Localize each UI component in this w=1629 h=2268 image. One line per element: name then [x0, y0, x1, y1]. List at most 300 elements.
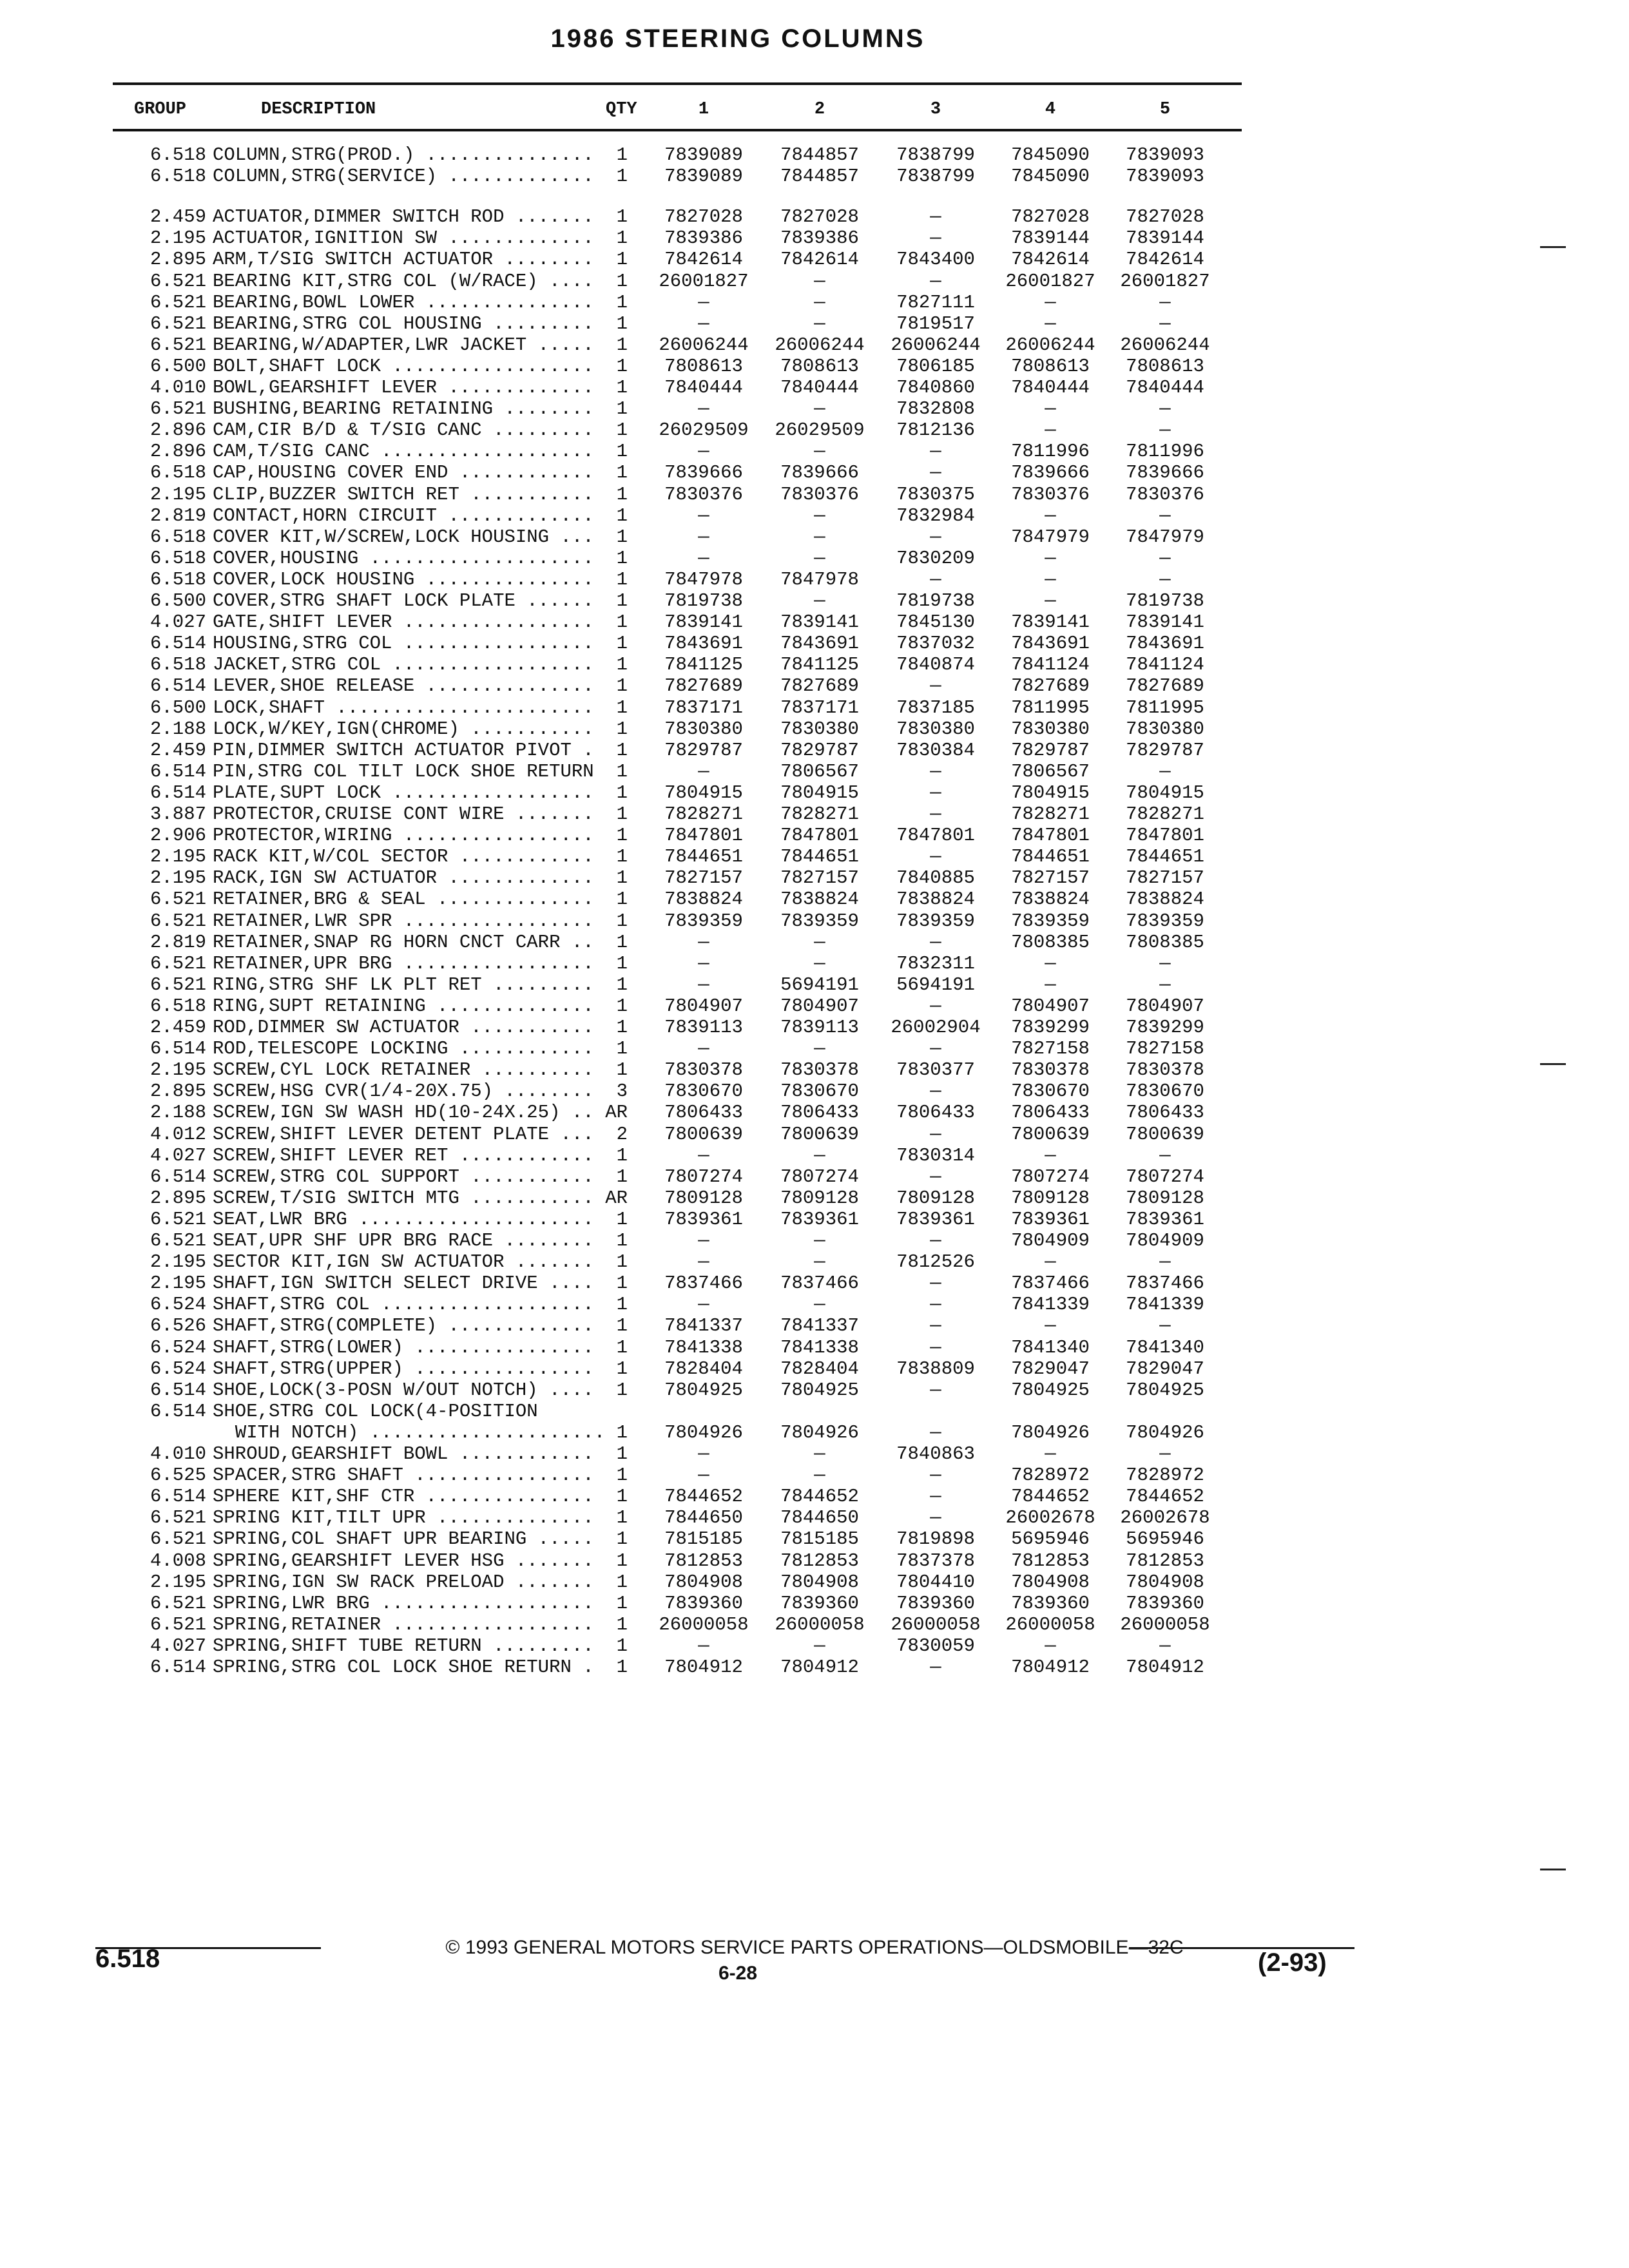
part-number-col-1: — — [698, 760, 709, 782]
table-row — [0, 1230, 1289, 1251]
group-cell: 6.514 — [149, 1657, 206, 1678]
part-number-col-1: 7828404 — [664, 1358, 743, 1379]
part-number-col-2: — — [814, 952, 825, 974]
table-row — [0, 313, 1289, 334]
part-number-col-5: 7811995 — [1126, 697, 1204, 718]
table-row — [0, 1550, 1289, 1571]
part-number-col-4: — — [1045, 1443, 1056, 1465]
part-number-col-4: 26000058 — [1005, 1613, 1095, 1635]
qty-cell: 1 — [616, 611, 628, 633]
description-cell: LOCK,W/KEY,IGN(CHROME) ........... — [213, 718, 594, 740]
group-cell: 6.524 — [149, 1358, 206, 1379]
table-row — [0, 377, 1289, 398]
part-number-col-5: 7828271 — [1126, 803, 1204, 825]
part-number-col-5: 7804915 — [1126, 782, 1204, 803]
qty-cell: 1 — [616, 483, 628, 505]
part-number-col-5: — — [1159, 312, 1171, 334]
part-number-col-2: 7804908 — [780, 1571, 859, 1593]
part-number-col-1: 7838824 — [664, 889, 743, 910]
description-cell: SCREW,T/SIG SWITCH MTG ........... — [213, 1187, 594, 1209]
description-cell: SPRING,STRG COL LOCK SHOE RETURN . — [213, 1657, 594, 1678]
qty-cell: 1 — [616, 1336, 628, 1358]
group-cell: 6.521 — [149, 1230, 206, 1251]
part-number-col-2: 7827689 — [780, 675, 859, 697]
table-row — [0, 569, 1289, 590]
group-cell: 6.524 — [149, 1294, 206, 1316]
description-cell: SEAT,LWR BRG ..................... — [213, 1208, 594, 1230]
part-number-col-1: 7804908 — [664, 1571, 743, 1593]
table-row — [0, 144, 1289, 166]
part-number-col-4: 7828271 — [1011, 803, 1090, 825]
qty-cell: 1 — [616, 952, 628, 974]
group-cell: 6.514 — [149, 675, 206, 697]
qty-cell: 1 — [616, 995, 628, 1017]
table-row — [0, 867, 1289, 889]
description-cell: COVER,STRG SHAFT LOCK PLATE ...... — [213, 590, 594, 611]
group-cell: 6.514 — [149, 1486, 206, 1508]
part-number-col-1: — — [698, 398, 709, 420]
table-row — [0, 1379, 1289, 1401]
part-number-col-4: — — [1045, 291, 1056, 313]
part-number-col-2: 7827157 — [780, 867, 859, 889]
part-number-col-5: 7839360 — [1126, 1592, 1204, 1614]
part-number-col-5: 26000058 — [1120, 1613, 1210, 1635]
header-col-5: 5 — [1159, 100, 1171, 119]
part-number-col-3: — — [930, 1166, 941, 1187]
qty-cell: 1 — [616, 377, 628, 398]
group-cell: 6.521 — [149, 952, 206, 974]
table-row — [0, 697, 1289, 718]
part-number-col-4: 26001827 — [1005, 270, 1095, 292]
part-number-col-2: 7847801 — [780, 825, 859, 847]
group-cell: 4.010 — [149, 377, 206, 398]
qty-cell: 1 — [616, 867, 628, 889]
group-cell: 4.027 — [149, 1144, 206, 1166]
part-number-col-5: 7841124 — [1126, 654, 1204, 676]
part-number-col-2: 7841338 — [780, 1336, 859, 1358]
description-cell: SECTOR KIT,IGN SW ACTUATOR ....... — [213, 1251, 594, 1273]
group-cell: 2.895 — [149, 1081, 206, 1102]
part-number-col-3: 7830375 — [896, 483, 975, 505]
part-number-col-3: 7830314 — [896, 1144, 975, 1166]
description-cell: SHAFT,STRG(UPPER) ................ — [213, 1358, 594, 1379]
description-cell: RETAINER,LWR SPR ................. — [213, 910, 594, 932]
part-number-col-1: — — [698, 1635, 709, 1657]
qty-cell: 1 — [616, 1613, 628, 1635]
part-number-col-1: — — [698, 1251, 709, 1273]
part-number-col-5: 7830376 — [1126, 483, 1204, 505]
description-cell: RETAINER,SNAP RG HORN CNCT CARR .. — [213, 931, 594, 953]
part-number-col-3: — — [930, 568, 941, 590]
part-number-col-2: 7809128 — [780, 1187, 859, 1209]
group-cell: 6.521 — [149, 1528, 206, 1550]
qty-cell: 1 — [616, 505, 628, 526]
part-number-col-1: 7808613 — [664, 355, 743, 377]
table-row — [0, 1124, 1289, 1145]
part-number-col-3: 7839359 — [896, 910, 975, 932]
part-number-col-1: 7829787 — [664, 739, 743, 761]
table-row — [0, 1187, 1289, 1209]
part-number-col-2: 7830670 — [780, 1081, 859, 1102]
part-number-col-2: — — [814, 312, 825, 334]
group-cell: 6.518 — [149, 568, 206, 590]
part-number-col-5: 7827158 — [1126, 1038, 1204, 1060]
table-row — [0, 1486, 1289, 1507]
qty-cell: 1 — [616, 1465, 628, 1486]
qty-cell: 1 — [616, 526, 628, 548]
part-number-col-3: 7806433 — [896, 1102, 975, 1124]
description-cell: RING,STRG SHF LK PLT RET ......... — [213, 974, 594, 995]
part-number-col-5: 7808385 — [1126, 931, 1204, 953]
qty-cell: 1 — [616, 419, 628, 441]
group-cell: 6.518 — [149, 166, 206, 187]
part-number-col-5: 7842614 — [1126, 249, 1204, 271]
table-row — [0, 1635, 1289, 1657]
part-number-col-4: 7827157 — [1011, 867, 1090, 889]
part-number-col-3: — — [930, 1315, 941, 1337]
part-number-col-5: 7839359 — [1126, 910, 1204, 932]
part-number-col-4: 7828972 — [1011, 1465, 1090, 1486]
part-number-col-2: — — [814, 1465, 825, 1486]
description-cell: BEARING,BOWL LOWER ............... — [213, 291, 594, 313]
part-number-col-1: 7815185 — [664, 1528, 743, 1550]
part-number-col-1: — — [698, 1230, 709, 1251]
table-row — [0, 271, 1289, 292]
description-cell: SHAFT,STRG COL ................... — [213, 1294, 594, 1316]
part-number-col-2: — — [814, 270, 825, 292]
description-cell: SCREW,SHIFT LEVER RET ............ — [213, 1144, 594, 1166]
qty-cell: AR — [605, 1187, 628, 1209]
description-cell: SHAFT,IGN SWITCH SELECT DRIVE .... — [213, 1273, 594, 1294]
part-number-col-5: 7841340 — [1126, 1336, 1204, 1358]
part-number-col-3: — — [930, 1294, 941, 1316]
table-row — [0, 1337, 1289, 1358]
description-cell: LOCK,SHAFT ....................... — [213, 697, 594, 718]
table-row — [0, 398, 1289, 419]
table-row — [0, 1593, 1289, 1614]
margin-mark — [1540, 1869, 1566, 1870]
qty-cell: 1 — [616, 441, 628, 463]
part-number-col-5: 7827028 — [1126, 206, 1204, 228]
table-row — [0, 356, 1289, 377]
group-cell: 6.518 — [149, 462, 206, 484]
part-number-col-3: 7806185 — [896, 355, 975, 377]
part-number-col-2: 7812853 — [780, 1550, 859, 1571]
table-row — [0, 1422, 1289, 1443]
qty-cell: 1 — [616, 739, 628, 761]
table-row — [0, 846, 1289, 867]
qty-cell: 1 — [616, 931, 628, 953]
part-number-col-2: 7839386 — [780, 227, 859, 249]
part-number-col-4: 7830380 — [1011, 718, 1090, 740]
qty-cell: 1 — [616, 1208, 628, 1230]
part-number-col-1: 7804926 — [664, 1421, 743, 1443]
table-row — [0, 1251, 1289, 1273]
qty-cell: 1 — [616, 1571, 628, 1593]
part-number-col-3: 7830384 — [896, 739, 975, 761]
part-number-col-3: — — [930, 441, 941, 463]
part-number-col-1: 7847978 — [664, 568, 743, 590]
part-number-col-1: 7841337 — [664, 1315, 743, 1337]
part-number-col-1: — — [698, 441, 709, 463]
table-row — [0, 590, 1289, 611]
part-number-col-5: — — [1159, 974, 1171, 995]
table-row — [0, 740, 1289, 761]
table-row — [0, 654, 1289, 675]
part-number-col-2: — — [814, 526, 825, 548]
qty-cell: 1 — [616, 1507, 628, 1529]
part-number-col-4: 7841124 — [1011, 654, 1090, 676]
part-number-col-1: 7844651 — [664, 846, 743, 868]
description-cell: RING,SUPT RETAINING .............. — [213, 995, 594, 1017]
part-number-col-4: 7844651 — [1011, 846, 1090, 868]
part-number-col-3: 5694191 — [896, 974, 975, 995]
group-cell: 2.459 — [149, 739, 206, 761]
part-number-col-1: 7839361 — [664, 1208, 743, 1230]
group-cell: 6.514 — [149, 782, 206, 803]
description-cell: PROTECTOR,WIRING ................. — [213, 825, 594, 847]
part-number-col-3: 26006244 — [891, 334, 981, 356]
part-number-col-1: 7828271 — [664, 803, 743, 825]
margin-mark — [1540, 246, 1566, 248]
table-row — [0, 932, 1289, 953]
part-number-col-5: 7807274 — [1126, 1166, 1204, 1187]
part-number-col-3: — — [930, 206, 941, 228]
part-number-col-2: 7839666 — [780, 462, 859, 484]
part-number-col-1: 7812853 — [664, 1550, 743, 1571]
part-number-col-4: — — [1045, 1144, 1056, 1166]
table-row — [0, 548, 1289, 569]
group-cell: 2.819 — [149, 931, 206, 953]
part-number-col-3: — — [930, 1230, 941, 1251]
qty-cell: 1 — [616, 568, 628, 590]
part-number-col-3: 7838824 — [896, 889, 975, 910]
group-cell: 4.027 — [149, 1635, 206, 1657]
part-number-col-1: — — [698, 1294, 709, 1316]
part-number-col-1: 7809128 — [664, 1187, 743, 1209]
part-number-col-5: 7837466 — [1126, 1273, 1204, 1294]
part-number-col-3: 7819898 — [896, 1528, 975, 1550]
table-row — [0, 292, 1289, 313]
part-number-col-5: 7841339 — [1126, 1294, 1204, 1316]
part-number-col-5: 7819738 — [1126, 590, 1204, 611]
part-number-col-3: 7840874 — [896, 654, 975, 676]
description-cell: SCREW,SHIFT LEVER DETENT PLATE ... — [213, 1123, 594, 1145]
qty-cell: 1 — [616, 1528, 628, 1550]
footer-page-number: 6-28 — [718, 1963, 758, 1984]
group-cell: 2.188 — [149, 1102, 206, 1124]
qty-cell: 1 — [616, 1486, 628, 1508]
table-row — [0, 782, 1289, 803]
part-number-col-4: 7843691 — [1011, 633, 1090, 655]
table-row — [0, 484, 1289, 505]
description-cell: RETAINER,BRG & SEAL .............. — [213, 889, 594, 910]
qty-cell: 1 — [616, 697, 628, 718]
table-row — [0, 803, 1289, 825]
part-number-col-5: 5695946 — [1126, 1528, 1204, 1550]
part-number-col-5: — — [1159, 505, 1171, 526]
part-number-col-4: 7827028 — [1011, 206, 1090, 228]
table-row — [0, 227, 1289, 249]
part-number-col-2: 7804912 — [780, 1657, 859, 1678]
part-number-col-2: 7828271 — [780, 803, 859, 825]
part-number-col-2: 7842614 — [780, 249, 859, 271]
table-row — [0, 249, 1289, 270]
part-number-col-4: — — [1045, 1251, 1056, 1273]
header-group: GROUP — [134, 100, 187, 119]
header-col-4: 4 — [1045, 100, 1056, 119]
part-number-col-3: — — [930, 1507, 941, 1529]
part-number-col-1: — — [698, 1465, 709, 1486]
part-number-col-2: 7827028 — [780, 206, 859, 228]
part-number-col-4: — — [1045, 1635, 1056, 1657]
footer-copyright: © 1993 GENERAL MOTORS SERVICE PARTS OPERATIONS—OLDSMOBILE—32C — [445, 1937, 1184, 1958]
part-number-col-4: 7844652 — [1011, 1486, 1090, 1508]
part-number-col-3: 7830209 — [896, 547, 975, 569]
part-number-col-1: 7830376 — [664, 483, 743, 505]
part-number-col-5: 7829787 — [1126, 739, 1204, 761]
table-row — [0, 505, 1289, 526]
part-number-col-4: 7827689 — [1011, 675, 1090, 697]
part-number-col-5: 7839141 — [1126, 611, 1204, 633]
description-cell: ARM,T/SIG SWITCH ACTUATOR ........ — [213, 249, 594, 271]
qty-cell: 1 — [616, 355, 628, 377]
part-number-col-3: — — [930, 1421, 941, 1443]
table-row — [0, 1657, 1289, 1678]
part-number-col-4: 7829787 — [1011, 739, 1090, 761]
part-number-col-3: 7812136 — [896, 419, 975, 441]
part-number-col-3: 7837032 — [896, 633, 975, 655]
part-number-col-5: 7804912 — [1126, 1657, 1204, 1678]
table-row — [0, 1017, 1289, 1038]
group-cell: 6.525 — [149, 1465, 206, 1486]
description-cell: SHROUD,GEARSHIFT BOWL ............ — [213, 1443, 594, 1465]
group-cell: 6.518 — [149, 547, 206, 569]
header-col-1: 1 — [698, 100, 709, 119]
part-number-col-1: 7830378 — [664, 1059, 743, 1081]
part-number-col-4: 7837466 — [1011, 1273, 1090, 1294]
part-number-col-3: 7830059 — [896, 1635, 975, 1657]
part-number-col-3: 7840885 — [896, 867, 975, 889]
part-number-col-2: — — [814, 1294, 825, 1316]
part-number-col-4: 5695946 — [1011, 1528, 1090, 1550]
part-number-col-4: 7841339 — [1011, 1294, 1090, 1316]
part-number-col-3: — — [930, 675, 941, 697]
qty-cell: 1 — [616, 1315, 628, 1337]
part-number-col-3: — — [930, 1038, 941, 1060]
part-number-col-5: 26006244 — [1120, 334, 1210, 356]
qty-cell: 1 — [616, 633, 628, 655]
part-number-col-2: 7841125 — [780, 654, 859, 676]
description-cell: RACK,IGN SW ACTUATOR ............. — [213, 867, 594, 889]
part-number-col-3: 26002904 — [891, 1017, 981, 1038]
qty-cell: 1 — [616, 1592, 628, 1614]
group-cell: 2.195 — [149, 1571, 206, 1593]
part-number-col-5: — — [1159, 291, 1171, 313]
part-number-col-5: — — [1159, 1144, 1171, 1166]
part-number-col-5: — — [1159, 1443, 1171, 1465]
group-cell: 6.521 — [149, 312, 206, 334]
part-number-col-1: 26001827 — [659, 270, 749, 292]
part-number-col-4: 7830378 — [1011, 1059, 1090, 1081]
part-number-col-3: 7838799 — [896, 144, 975, 166]
group-cell: 2.195 — [149, 483, 206, 505]
part-number-col-2: 7800639 — [780, 1123, 859, 1145]
qty-cell: 1 — [616, 1251, 628, 1273]
header-col-3: 3 — [930, 100, 941, 119]
qty-cell: 1 — [616, 1273, 628, 1294]
table-row — [0, 1401, 1289, 1422]
part-number-col-2: 7841337 — [780, 1315, 859, 1337]
part-number-col-4: 7804907 — [1011, 995, 1090, 1017]
table-row — [0, 633, 1289, 654]
group-cell: 6.514 — [149, 760, 206, 782]
description-cell: CAM,CIR B/D & T/SIG CANC ......... — [213, 419, 594, 441]
header-qty: QTY — [606, 100, 637, 119]
part-number-col-3: 7837185 — [896, 697, 975, 718]
qty-cell: 1 — [616, 654, 628, 676]
qty-cell: 1 — [616, 846, 628, 868]
table-row — [0, 1614, 1289, 1635]
description-cell: ACTUATOR,IGNITION SW ............. — [213, 227, 594, 249]
part-number-col-2: — — [814, 931, 825, 953]
part-number-col-5: — — [1159, 1635, 1171, 1657]
table-row — [0, 825, 1289, 846]
part-number-col-1: — — [698, 526, 709, 548]
table-row — [0, 1315, 1289, 1336]
part-number-col-2: — — [814, 505, 825, 526]
table-row — [0, 889, 1289, 910]
qty-cell: 1 — [616, 1443, 628, 1465]
table-row — [0, 1294, 1289, 1315]
description-cell: SPRING,COL SHAFT UPR BEARING ..... — [213, 1528, 594, 1550]
part-number-col-4: — — [1045, 1315, 1056, 1337]
part-number-col-5: 26002678 — [1120, 1507, 1210, 1529]
description-cell: SPRING,LWR BRG ................... — [213, 1592, 594, 1614]
part-number-col-5: 7812853 — [1126, 1550, 1204, 1571]
part-number-col-5: — — [1159, 398, 1171, 420]
part-number-col-1: 7800639 — [664, 1123, 743, 1145]
qty-cell: 1 — [616, 1038, 628, 1060]
description-cell: JACKET,STRG COL .................. — [213, 654, 594, 676]
part-number-col-4: 7804909 — [1011, 1230, 1090, 1251]
part-number-col-2: — — [814, 291, 825, 313]
qty-cell: 1 — [616, 1166, 628, 1187]
part-number-col-3: 7843400 — [896, 249, 975, 271]
part-number-col-5: 7811996 — [1126, 441, 1204, 463]
part-number-col-4: 7841340 — [1011, 1336, 1090, 1358]
part-number-col-4: 7842614 — [1011, 249, 1090, 271]
table-row — [0, 675, 1289, 697]
part-number-col-1: — — [698, 974, 709, 995]
part-number-col-1: 7844650 — [664, 1507, 743, 1529]
part-number-col-1: 7819738 — [664, 590, 743, 611]
table-row — [0, 611, 1289, 633]
qty-cell: 1 — [616, 1379, 628, 1401]
part-number-col-5: 7804907 — [1126, 995, 1204, 1017]
part-number-col-2: — — [814, 398, 825, 420]
part-number-col-2: 7839141 — [780, 611, 859, 633]
part-number-col-4: — — [1045, 590, 1056, 611]
part-number-col-3: 7812526 — [896, 1251, 975, 1273]
part-number-col-5: 7827157 — [1126, 867, 1204, 889]
part-number-col-3: 7809128 — [896, 1187, 975, 1209]
qty-cell: 1 — [616, 144, 628, 166]
group-cell: 2.896 — [149, 441, 206, 463]
part-number-col-5: 7847979 — [1126, 526, 1204, 548]
part-number-col-4: 7830376 — [1011, 483, 1090, 505]
qty-cell: 1 — [616, 462, 628, 484]
